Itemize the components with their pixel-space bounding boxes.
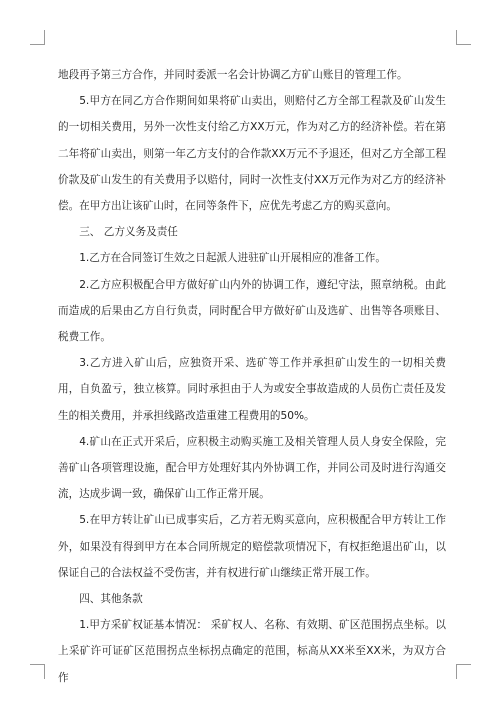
paragraph-obligation-1: 1.乙方在合同签订生效之日起派人进驻矿山开展相应的准备工作。 (79, 252, 386, 265)
paragraph-obligation-4: 4.矿山在正式开采后，应积极主动购买施工及相关管理人员人身安全保险，完善矿山各项管理设施，配合甲方处理好其内外协调工作，并同公司及时进行沟通交流，达成步调一致，确保矿山工作正常开展。 (58, 435, 446, 501)
section-heading-3: 三、 乙方义务及责任 (79, 226, 178, 239)
paragraph-continuation: 地段再予第三方合作，并同时委派一名会计协调乙方矿山账目的管理工作。 (58, 69, 408, 81)
paragraph-obligation-5: 5.在甲方转让矿山已成事实后，乙方若无购买意向，应积极配合甲方转让工作外，如果没有得到甲方在本合同所规定的赔偿款项情况下，有权拒绝退出矿山，以保证自己的合法权益不受伤害，并有权进行矿山继续正常开展工作。 (58, 514, 446, 579)
paragraph-obligation-3: 3.乙方进入矿山后，应独资开采、选矿等工作并承担矿山发生的一切相关费用，自负盈亏，独立核算。同时承担由于人为或安全事故造成的人员伤亡责任及发生的相关费用，并承担线路改造重建工程费用的50%。 (58, 357, 446, 422)
section-heading-4: 四、其他条款 (79, 593, 143, 606)
paragraph-clause-5: 5.甲方在同乙方合作期间如果将矿山卖出，则赔付乙方全部工程款及矿山发生的一切相关费用，另外一次性支付给乙方XX万元，作为对乙方的经济补偿。若在第二年将矿山卖出，则第一年乙方支付的合作款XX万元不予退还，但对乙方全部工程价款及矿山发生的有关费用予以赔付，同时一次性支付XX万元作为对乙方的经济补偿。在甲方出让该矿山时，在同等条件下，应优先考虑乙方的购买意向。 (58, 95, 446, 213)
paragraph-obligation-2: 2.乙方应积极配合甲方做好矿山内外的协调工作，遵纪守法，照章纳税。由此而造成的后果由乙方自行负责，同时配合甲方做好矿山及选矿、出售等各项账目、税费工作。 (58, 278, 446, 344)
paragraph-other-1: 1.甲方采矿权证基本情况： 采矿权人、名称、有效期、矿区范围拐点坐标。以上采矿许可证矿区范围拐点坐标拐点确定的范围，标高从XX米至XX米，为双方合作 (58, 619, 446, 684)
crop-mark-bottom-left (30, 664, 45, 679)
document-body (58, 62, 446, 691)
crop-mark-bottom-right (456, 664, 471, 679)
crop-mark-top-right (456, 30, 471, 45)
crop-mark-top-left (30, 30, 45, 45)
